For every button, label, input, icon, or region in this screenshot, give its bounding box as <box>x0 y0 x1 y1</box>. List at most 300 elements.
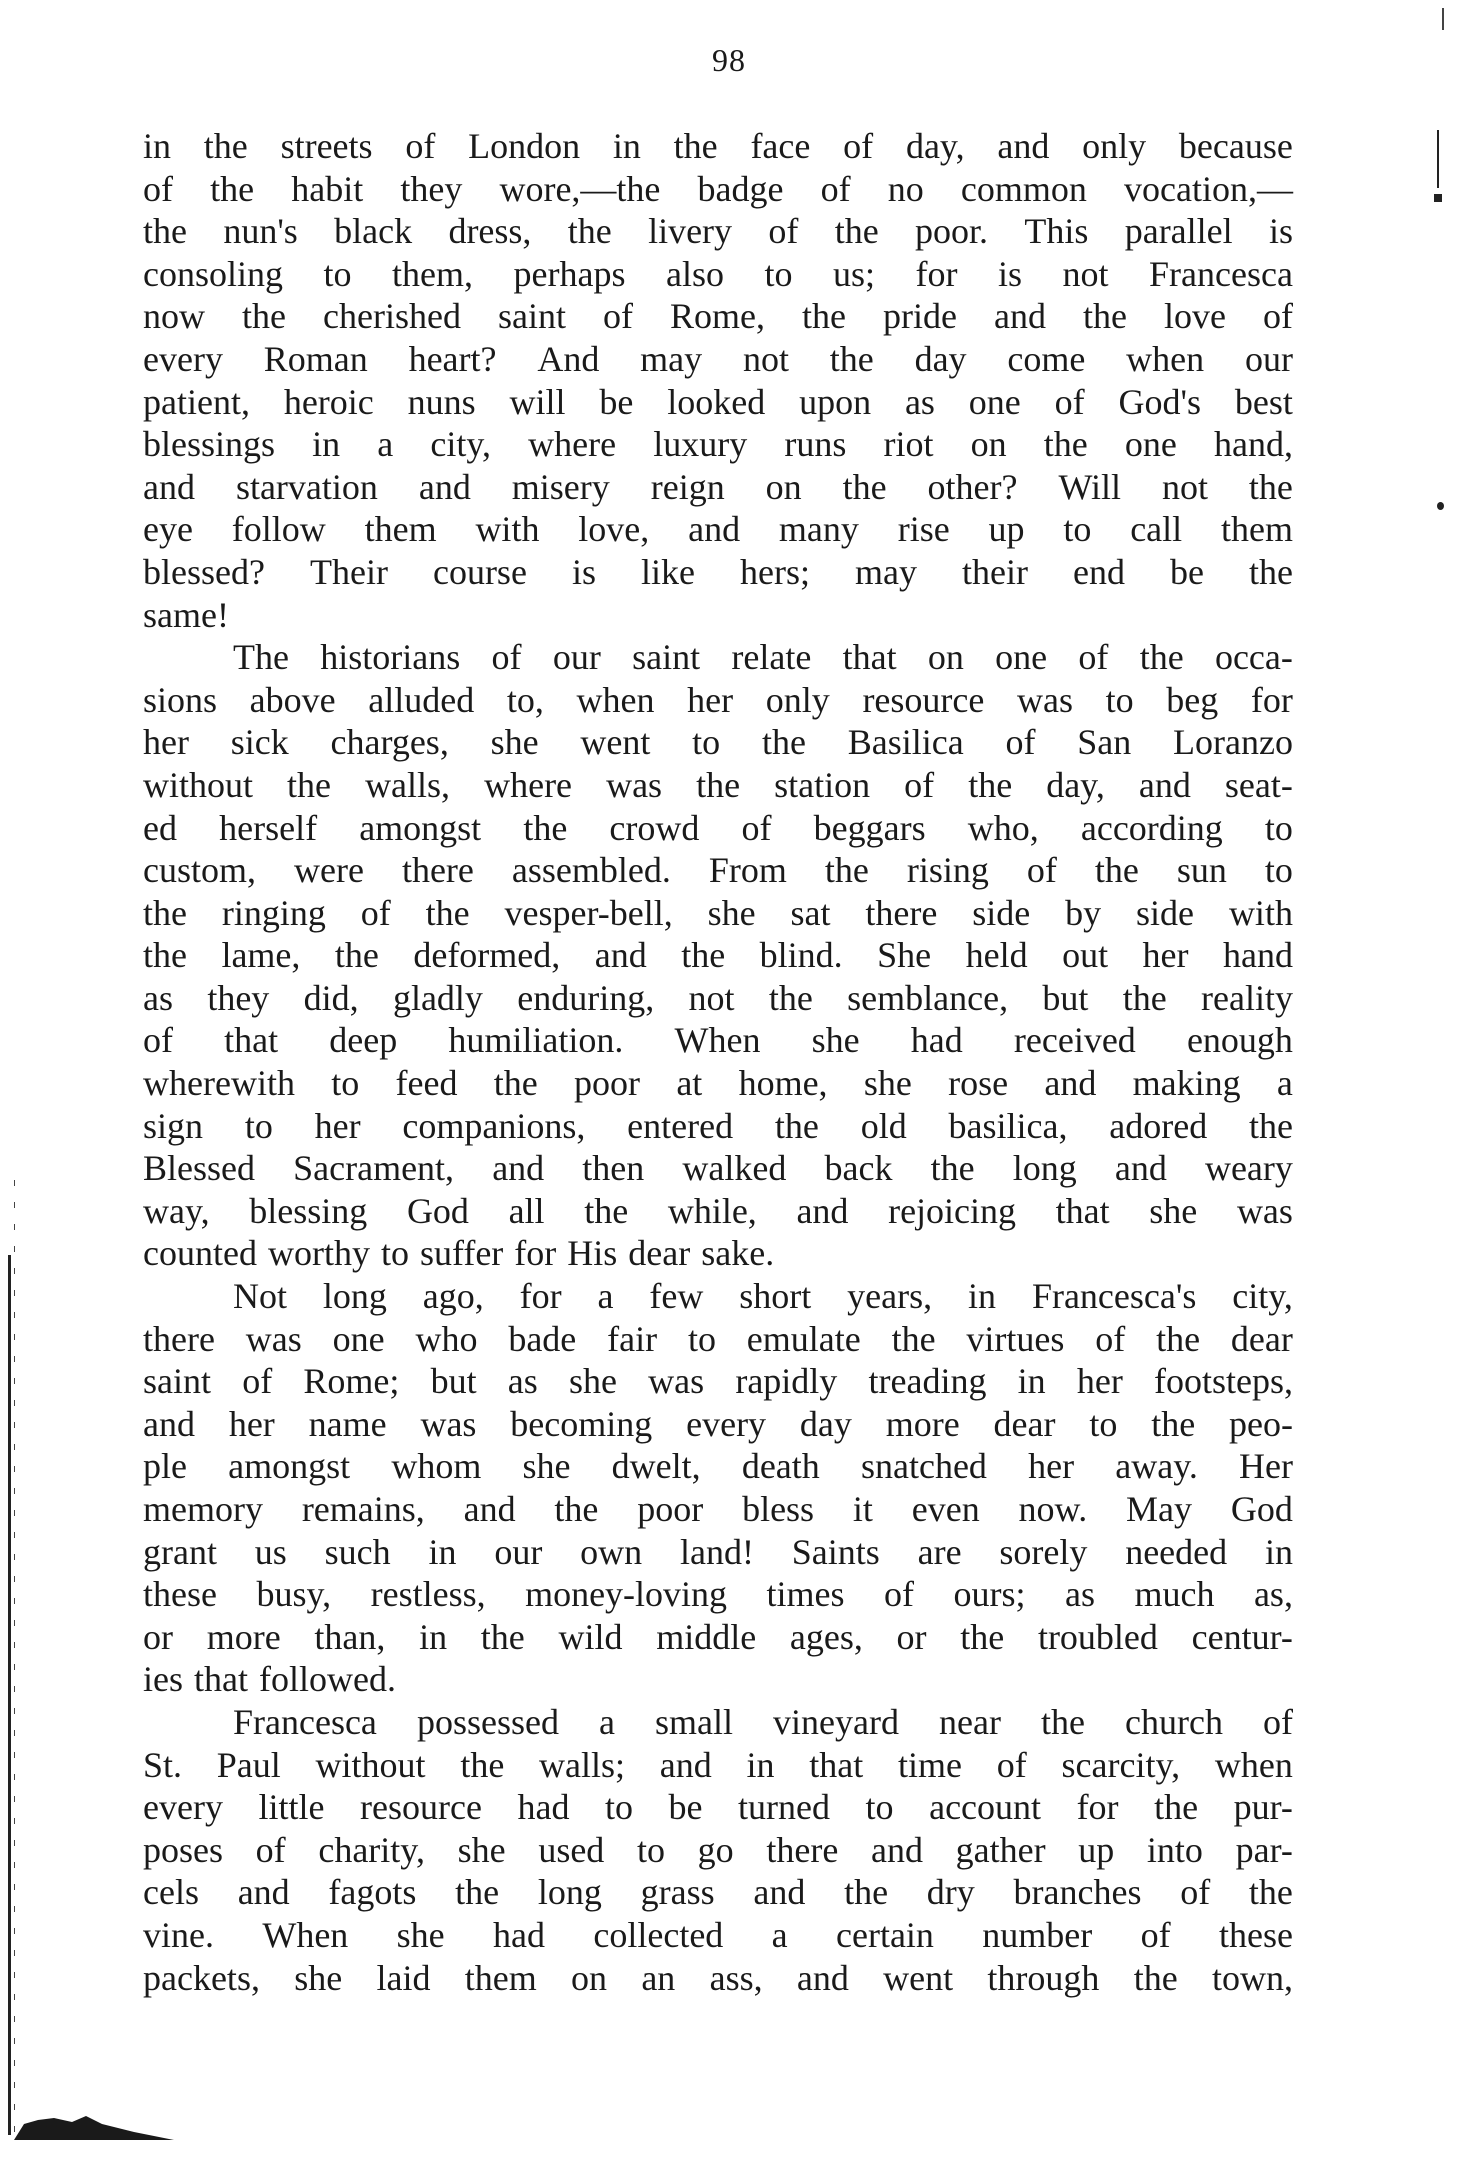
word: but <box>430 1361 477 1402</box>
word: she <box>522 1446 571 1487</box>
word: to <box>1264 807 1293 848</box>
word: riot <box>883 424 934 465</box>
word: gather <box>955 1829 1046 1870</box>
word: bade <box>508 1318 577 1359</box>
text-line <box>143 551 1293 594</box>
word: misery <box>511 466 610 507</box>
word: fagots <box>328 1872 417 1913</box>
word: charity, <box>318 1829 425 1870</box>
word: the <box>1041 1701 1085 1742</box>
word: middle <box>656 1616 757 1657</box>
word: was <box>1236 1190 1293 1231</box>
word: historians <box>320 637 461 678</box>
word: like <box>640 551 695 592</box>
word: rise <box>897 509 950 550</box>
word: feed <box>395 1063 458 1104</box>
word: worthy <box>267 1233 370 1274</box>
word: and <box>1138 764 1191 805</box>
text-line <box>143 1573 1293 1616</box>
word: relate <box>731 637 812 678</box>
word: vesper-bell, <box>504 892 673 933</box>
word: enduring, <box>517 977 655 1018</box>
word: end <box>1072 551 1125 592</box>
word: of <box>143 1020 173 1061</box>
word: deep <box>329 1020 398 1061</box>
word: years, <box>847 1276 933 1317</box>
word: when <box>1214 1744 1293 1785</box>
word: wore,—the <box>499 168 661 209</box>
word: His <box>567 1233 618 1274</box>
scan-corner-smudge <box>14 2110 174 2140</box>
word: wild <box>558 1616 623 1657</box>
word: Rome; <box>303 1361 400 1402</box>
word: she <box>457 1829 506 1870</box>
word: who <box>415 1318 478 1359</box>
word: the <box>480 1616 525 1657</box>
scan-margin-dashes <box>14 1180 15 2140</box>
text-line <box>143 977 1293 1020</box>
word: the <box>554 1489 599 1529</box>
word: the <box>493 1063 538 1104</box>
word: one <box>995 637 1048 678</box>
word: to <box>323 253 352 294</box>
word: there <box>766 1829 839 1870</box>
word: heroic <box>283 381 374 422</box>
word: This <box>1024 211 1089 252</box>
word: she <box>863 1063 912 1104</box>
word: rising <box>906 850 989 891</box>
word: and <box>1044 1063 1097 1104</box>
word: When <box>262 1914 349 1955</box>
word: and <box>997 126 1050 166</box>
text-line <box>143 253 1293 296</box>
text-line <box>143 1318 1293 1361</box>
word: God <box>406 1190 469 1231</box>
word: sun <box>1176 850 1227 891</box>
word: becoming <box>510 1403 653 1444</box>
word: to, <box>506 679 544 720</box>
word: reign <box>650 466 725 507</box>
text-line <box>143 721 1293 764</box>
word: London <box>468 126 581 166</box>
word: every <box>686 1403 767 1444</box>
word: memory <box>143 1489 263 1529</box>
word: hand <box>1222 935 1293 976</box>
word: looked <box>667 381 766 422</box>
word: God <box>1230 1489 1293 1529</box>
word: small <box>655 1701 733 1742</box>
word: crowd <box>609 807 700 848</box>
word: the <box>824 850 869 891</box>
word: with <box>475 509 540 550</box>
word: hand, <box>1213 424 1293 465</box>
word: a <box>377 424 394 465</box>
text-line <box>143 1531 1293 1574</box>
word: Will <box>1058 466 1121 507</box>
word: near <box>939 1701 1001 1742</box>
word: basilica, <box>948 1105 1068 1146</box>
word: luxury <box>653 424 748 465</box>
word: the <box>1248 551 1293 592</box>
word: when <box>576 679 655 720</box>
word: but <box>1042 977 1089 1018</box>
word: livery <box>648 211 733 252</box>
word: the <box>425 892 470 933</box>
word: more <box>885 1403 960 1444</box>
word: because <box>1178 126 1293 166</box>
word: these <box>1218 1914 1293 1955</box>
word: ages, <box>789 1616 863 1657</box>
word: the <box>203 126 248 166</box>
text-line <box>143 1105 1293 1148</box>
word: poor. <box>915 211 989 252</box>
word: the <box>802 296 846 337</box>
word: that <box>842 637 897 678</box>
word: occa- <box>1214 637 1293 678</box>
word: semblance, <box>847 977 1009 1018</box>
word: every <box>143 338 223 379</box>
text-line <box>143 1616 1293 1659</box>
word: beggars <box>813 807 926 848</box>
word: peo- <box>1229 1403 1293 1444</box>
word: to <box>764 253 793 294</box>
word: our <box>494 1531 543 1572</box>
word: where <box>484 764 573 805</box>
word: the <box>829 338 874 379</box>
word: is <box>997 253 1022 294</box>
word: par- <box>1235 1829 1293 1870</box>
word: in <box>143 126 172 166</box>
word: of <box>843 126 874 166</box>
word: the <box>891 1318 936 1359</box>
word: walls; <box>539 1744 626 1785</box>
word: dear <box>1230 1318 1293 1359</box>
word: ago, <box>422 1276 484 1317</box>
word: the <box>584 1190 629 1231</box>
word: blessing <box>249 1190 368 1231</box>
word: not <box>742 338 789 379</box>
word: went <box>883 1957 954 1998</box>
word: an <box>641 1957 676 1998</box>
text-line <box>143 125 1293 168</box>
word: she <box>811 1020 860 1061</box>
text-line <box>143 1871 1293 1914</box>
word: her <box>1028 1446 1075 1487</box>
word: cels <box>143 1872 199 1913</box>
word: way, <box>143 1190 210 1231</box>
word: and <box>143 1403 195 1444</box>
word: much <box>1134 1574 1215 1615</box>
word: the <box>673 126 718 166</box>
word: or <box>896 1616 927 1657</box>
word: these <box>143 1574 217 1615</box>
word: where <box>528 424 617 465</box>
word: the <box>842 466 887 507</box>
word: and <box>492 1148 545 1189</box>
word: our <box>552 637 601 678</box>
word: eye <box>143 509 193 550</box>
word: the <box>1248 466 1293 507</box>
text-line <box>143 636 1293 679</box>
word: rapidly <box>735 1361 838 1402</box>
word: fair <box>607 1318 658 1359</box>
text-line <box>143 807 1293 850</box>
word: gladly <box>392 977 483 1018</box>
word: vineyard <box>773 1701 899 1742</box>
text-line <box>143 1275 1293 1318</box>
word: them, <box>392 253 473 294</box>
word: to <box>331 1063 360 1104</box>
text-line <box>143 508 1293 551</box>
word: the <box>930 1148 975 1189</box>
word: humiliation. <box>448 1020 624 1061</box>
scan-mark-top-right <box>1442 8 1444 30</box>
word: wherewith <box>143 1063 295 1104</box>
word: dwelt, <box>611 1446 701 1487</box>
word: was <box>420 1403 477 1444</box>
word: resource <box>862 679 985 720</box>
word: virtues <box>966 1318 1065 1359</box>
word: day, <box>1046 764 1105 805</box>
word: the <box>455 1872 500 1913</box>
word: the <box>287 764 332 805</box>
word: the <box>1154 1787 1199 1828</box>
word: for <box>915 253 958 294</box>
word: side <box>972 892 1031 933</box>
word: suffer <box>419 1233 504 1274</box>
word: blessings <box>143 424 276 465</box>
word: them <box>364 509 437 550</box>
word: perhaps <box>513 253 626 294</box>
word: and <box>753 1872 806 1913</box>
word: blessed? <box>143 551 265 592</box>
word: as, <box>1253 1574 1293 1615</box>
word: resource <box>360 1787 482 1828</box>
word: not <box>1062 253 1109 294</box>
word: the <box>523 807 568 848</box>
word: may <box>854 551 917 592</box>
word: she <box>490 722 539 763</box>
word: than, <box>314 1616 386 1657</box>
word: for <box>1250 679 1293 720</box>
word: weary <box>1204 1148 1293 1189</box>
word: sorely <box>999 1531 1088 1572</box>
word: own <box>580 1531 643 1572</box>
word: dry <box>926 1872 975 1913</box>
word: received <box>1013 1020 1136 1061</box>
word: and <box>463 1489 516 1529</box>
word: day <box>799 1403 852 1444</box>
word: of <box>904 764 935 805</box>
word: laid <box>376 1957 431 1998</box>
word: in <box>746 1744 775 1785</box>
word: be <box>1169 551 1204 592</box>
word: Roman <box>263 338 368 379</box>
text-line <box>143 1019 1293 1062</box>
word: packets, <box>143 1957 260 1998</box>
word: rose <box>948 1063 1009 1104</box>
text-line <box>143 1488 1293 1531</box>
word: ies <box>143 1659 183 1700</box>
word: they <box>400 168 463 209</box>
word: may <box>640 338 703 379</box>
word: pur- <box>1233 1787 1293 1828</box>
word: pride <box>883 296 957 337</box>
word: are <box>917 1531 962 1572</box>
word: black <box>334 211 413 252</box>
word: Rome, <box>670 296 765 337</box>
word: their <box>961 551 1028 592</box>
word: Her <box>1239 1446 1293 1487</box>
scan-margin-rule <box>8 1255 11 2135</box>
word: home, <box>738 1063 828 1104</box>
word: long <box>1012 1148 1077 1189</box>
scan-mark-right-tick <box>1434 194 1442 202</box>
word: held <box>965 935 1028 976</box>
word: of <box>491 637 522 678</box>
word: turned <box>738 1787 831 1828</box>
word: one <box>1124 424 1177 465</box>
word: her <box>687 679 734 720</box>
word: only <box>765 679 830 720</box>
word: herself <box>219 807 318 848</box>
word: to <box>1105 679 1134 720</box>
word: heart? <box>408 338 497 379</box>
word: Their <box>309 551 388 592</box>
word: the <box>1043 424 1088 465</box>
word: city, <box>1232 1276 1293 1317</box>
word: of <box>405 126 436 166</box>
word: of <box>1005 722 1036 763</box>
word: blind. <box>759 935 843 976</box>
word: had <box>910 1020 963 1061</box>
word: poor <box>637 1489 704 1529</box>
word: her <box>1076 1361 1123 1402</box>
word: of <box>255 1829 286 1870</box>
word: the <box>844 1872 889 1913</box>
word: walked <box>682 1148 787 1189</box>
word: to <box>604 1787 633 1828</box>
text-line <box>143 381 1293 424</box>
word: of <box>143 168 173 209</box>
word: best <box>1234 381 1293 422</box>
word: same! <box>143 594 229 635</box>
text-line <box>143 210 1293 253</box>
word: the <box>1094 850 1139 891</box>
word: by <box>1065 892 1102 933</box>
word: the <box>696 764 741 805</box>
text-line <box>143 1360 1293 1403</box>
word: of <box>242 1361 273 1402</box>
word: when <box>1126 338 1205 379</box>
text-line <box>143 1829 1293 1872</box>
word: the <box>774 1105 819 1146</box>
word: vocation,— <box>1123 168 1293 209</box>
word: into <box>1146 1829 1203 1870</box>
word: ple <box>143 1446 187 1487</box>
word: time <box>898 1744 963 1785</box>
text-line <box>143 466 1293 509</box>
word: one <box>968 381 1021 422</box>
word: a <box>1276 1063 1293 1104</box>
word: was <box>606 764 663 805</box>
word: adored <box>1109 1105 1208 1146</box>
word: will <box>509 381 566 422</box>
word: on <box>927 637 964 678</box>
word: in <box>428 1531 457 1572</box>
word: centur- <box>1191 1616 1293 1657</box>
word: of <box>1054 381 1085 422</box>
text-line <box>143 679 1293 722</box>
word: of <box>1095 1318 1126 1359</box>
word: more <box>206 1616 281 1657</box>
text-line <box>143 295 1293 338</box>
word: Saints <box>791 1531 880 1572</box>
word: land! <box>679 1531 754 1572</box>
word: making <box>1132 1063 1241 1104</box>
word: to <box>380 1233 409 1274</box>
word: the <box>143 211 187 252</box>
word: of <box>741 807 772 848</box>
word: saint <box>497 296 566 337</box>
word: vine. <box>143 1914 214 1955</box>
word: number <box>982 1914 1093 1955</box>
word: the <box>1156 1318 1201 1359</box>
word: did, <box>303 977 359 1018</box>
word: who, <box>967 807 1039 848</box>
word: or <box>143 1616 173 1657</box>
word: of <box>360 892 391 933</box>
word: many <box>778 509 859 550</box>
word: there <box>143 1318 215 1359</box>
word: little <box>258 1787 325 1828</box>
word: with <box>1228 892 1293 933</box>
word: a <box>771 1914 788 1955</box>
word: beg <box>1166 679 1219 720</box>
word: parallel <box>1124 211 1233 252</box>
word: away. <box>1115 1446 1198 1487</box>
word: counted <box>143 1233 257 1274</box>
word: the <box>1133 1957 1178 1998</box>
word: of <box>1026 850 1057 891</box>
word: consoling <box>143 253 283 294</box>
word: Blessed <box>143 1148 255 1189</box>
word: troubled <box>1037 1616 1158 1657</box>
word: the <box>1139 637 1184 678</box>
word: of <box>996 1744 1027 1785</box>
word: the <box>460 1744 505 1785</box>
word: the <box>567 211 612 252</box>
word: for <box>519 1276 562 1317</box>
word: love <box>1164 296 1226 337</box>
word: sign <box>143 1105 204 1146</box>
text-line <box>143 1786 1293 1829</box>
text-line <box>143 892 1293 935</box>
word: even <box>911 1489 980 1529</box>
word: to <box>1089 1403 1118 1444</box>
word: badge <box>697 168 784 209</box>
word: that <box>1055 1190 1110 1231</box>
word: common <box>960 168 1087 209</box>
word: also <box>665 253 724 294</box>
word: assembled. <box>511 850 671 891</box>
word: cherished <box>323 296 461 337</box>
word: out <box>1062 935 1109 976</box>
word: followed. <box>258 1659 396 1700</box>
word: she <box>294 1957 343 1998</box>
word: ed <box>143 807 177 848</box>
word: of <box>602 296 633 337</box>
